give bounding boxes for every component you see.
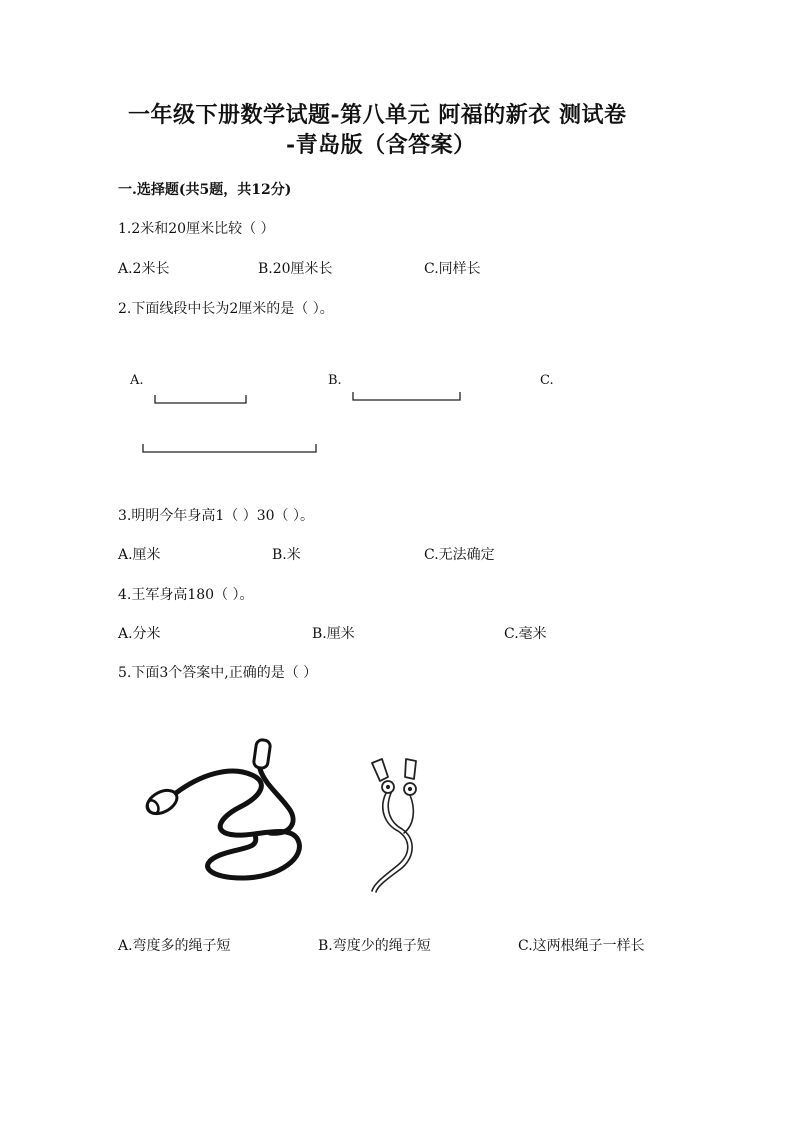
q1-option-a[interactable]: A.2米长	[118, 261, 170, 277]
q1-option-b[interactable]: B.20厘米长	[258, 261, 333, 277]
page-title: 一年级下册数学试题-第八单元 阿福的新衣 测试卷	[128, 102, 627, 128]
q3-option-c[interactable]: C.无法确定	[424, 547, 495, 563]
section-heading: 一.选择题(共5题，共12分)	[118, 182, 292, 198]
q1-option-c[interactable]: C.同样长	[424, 261, 481, 277]
q4-option-a[interactable]: A.分米	[118, 626, 161, 642]
rope-b-illustration	[358, 755, 438, 895]
q4-option-c[interactable]: C.毫米	[504, 626, 547, 642]
q5-option-a[interactable]: A.弯度多的绳子短	[118, 938, 231, 954]
question-5: 5.下面3个答案中,正确的是（ ）	[118, 665, 318, 681]
q5-option-c[interactable]: C.这两根绳子一样长	[518, 938, 645, 954]
segment-c	[138, 442, 322, 456]
page-subtitle: -青岛版（含答案）	[286, 132, 476, 158]
q5-option-b[interactable]: B.弯度少的绳子短	[318, 938, 431, 954]
q2-option-a[interactable]: A.	[130, 373, 144, 388]
question-3: 3.明明今年身高1（ ）30（ ）。	[118, 508, 314, 524]
question-4: 4.王军身高180（ ）。	[118, 587, 254, 603]
question-1: 1.2米和20厘米比较（ ）	[118, 221, 275, 237]
q4-option-b[interactable]: B.厘米	[312, 626, 355, 642]
q3-option-a[interactable]: A.厘米	[118, 547, 161, 563]
q2-option-b[interactable]: B.	[328, 373, 342, 388]
q2-option-c[interactable]: C.	[540, 373, 554, 388]
question-2: 2.下面线段中长为2厘米的是（ ）。	[118, 301, 334, 317]
rope-a-illustration	[140, 735, 320, 885]
q3-option-b[interactable]: B.米	[272, 547, 301, 563]
segment-b	[348, 390, 466, 404]
segment-a	[150, 393, 252, 407]
